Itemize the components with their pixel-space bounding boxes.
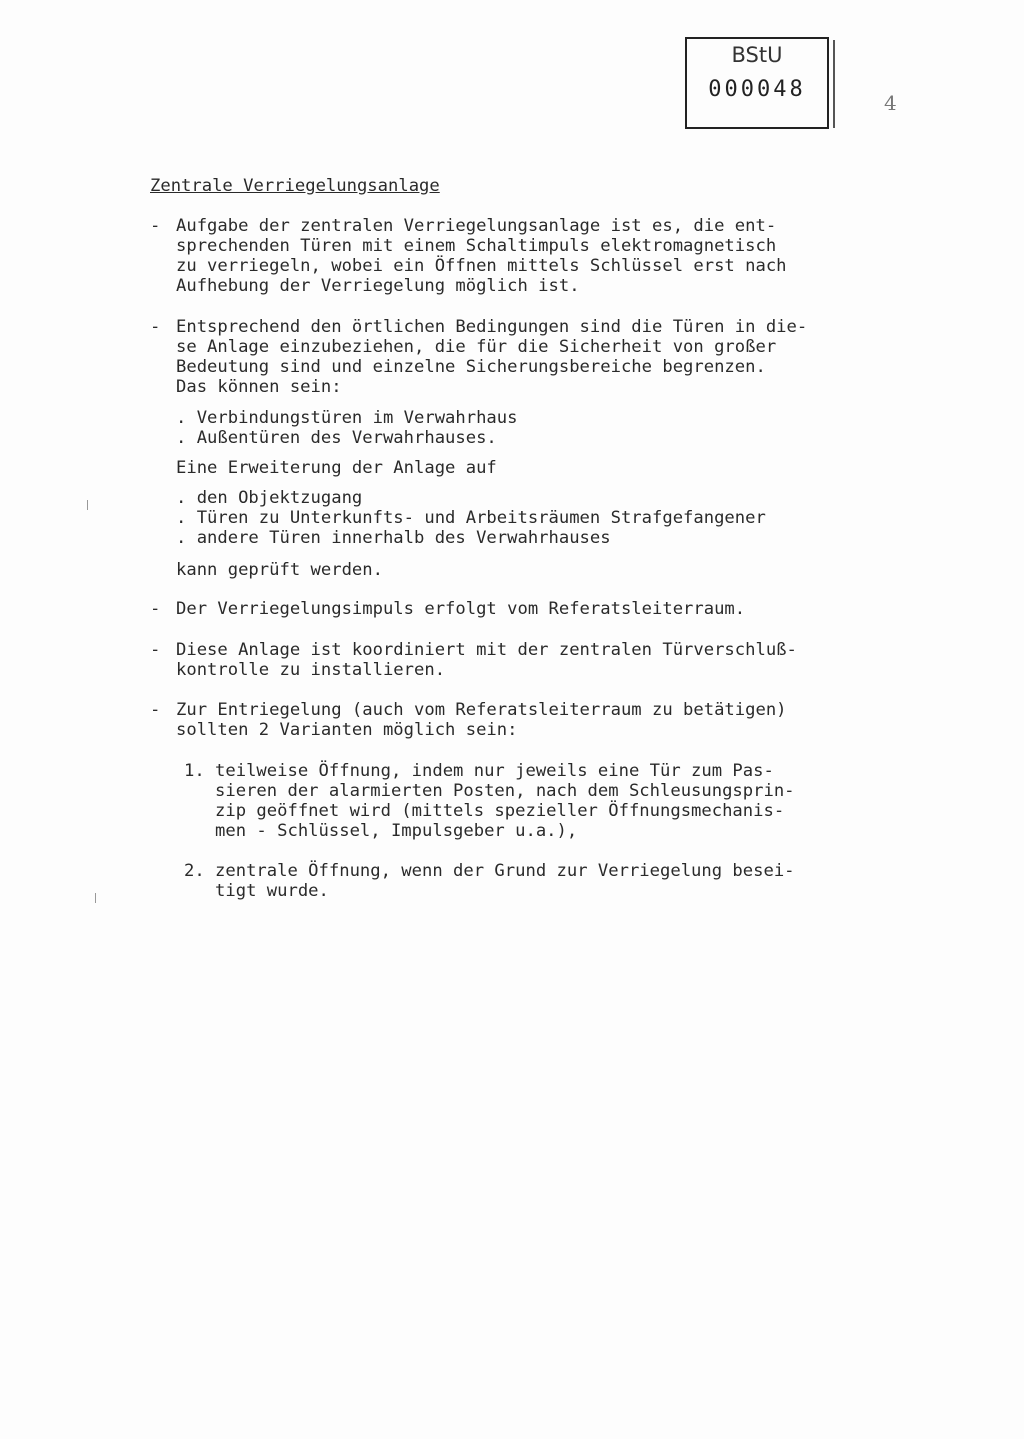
stamp-label: BStU — [731, 43, 783, 67]
page-number: 4 — [884, 91, 897, 115]
text-line: Das können sein: — [176, 377, 342, 397]
variant-line: 1. teilweise Öffnung, indem nur jeweils eine Tür zum Pas- — [184, 761, 774, 781]
list-item: . Verbindungstüren im Verwahrhaus — [176, 408, 518, 428]
bullet-dash: - — [150, 700, 161, 720]
variant-line: 2. zentrale Öffnung, wenn der Grund zur Verriegelung besei- — [184, 861, 795, 881]
text-line: zu verriegeln, wobei ein Öffnen mittels Schlüssel erst nach — [176, 256, 787, 276]
variant-line: tigt wurde. — [184, 881, 329, 901]
stamp-edge-mark — [833, 40, 835, 128]
text-line: Entsprechend den örtlichen Bedingungen sind die Türen in die- — [176, 317, 808, 337]
list-item: . Außentüren des Verwahrhauses. — [176, 428, 497, 448]
variant-line: zip geöffnet wird (mittels spezieller Öffnungsmechanis- — [184, 801, 785, 821]
bullet-dash: - — [150, 216, 161, 236]
text-line: kann geprüft werden. — [176, 560, 383, 580]
scan-mark — [95, 893, 96, 903]
text-line: Aufhebung der Verriegelung möglich ist. — [176, 276, 580, 296]
section-heading: Zentrale Verriegelungsanlage — [150, 176, 440, 196]
archive-stamp — [685, 37, 829, 129]
text-line: Diese Anlage ist koordiniert mit der zentralen Türverschluß- — [176, 640, 797, 660]
scan-mark — [87, 500, 88, 510]
text-line: Bedeutung sind und einzelne Sicherungsbereiche begrenzen. — [176, 357, 766, 377]
text-line: Zur Entriegelung (auch vom Referatsleiterraum zu betätigen) — [176, 700, 787, 720]
bullet-dash: - — [150, 599, 161, 619]
text-line: se Anlage einzubeziehen, die für die Sicherheit von großer — [176, 337, 777, 357]
text-line: kontrolle zu installieren. — [176, 660, 446, 680]
text-line: Aufgabe der zentralen Verriegelungsanlage ist es, die ent- — [176, 216, 777, 236]
list-item: . den Objektzugang — [176, 488, 363, 508]
text-line: sprechenden Türen mit einem Schaltimpuls elektromagnetisch — [176, 236, 777, 256]
list-item: . Türen zu Unterkunfts- und Arbeitsräumen Strafgefangener — [176, 508, 766, 528]
list-item: . andere Türen innerhalb des Verwahrhauses — [176, 528, 611, 548]
variant-line: sieren der alarmierten Posten, nach dem Schleusungsprin- — [184, 781, 795, 801]
text-line: Der Verriegelungsimpuls erfolgt vom Referatsleiterraum. — [176, 599, 746, 619]
variant-line: men - Schlüssel, Impulsgeber u.a.), — [184, 821, 578, 841]
text-line: Eine Erweiterung der Anlage auf — [176, 458, 497, 478]
bullet-dash: - — [150, 640, 161, 660]
bullet-dash: - — [150, 317, 161, 337]
text-line: sollten 2 Varianten möglich sein: — [176, 720, 518, 740]
stamp-number: 000048 — [708, 77, 806, 102]
